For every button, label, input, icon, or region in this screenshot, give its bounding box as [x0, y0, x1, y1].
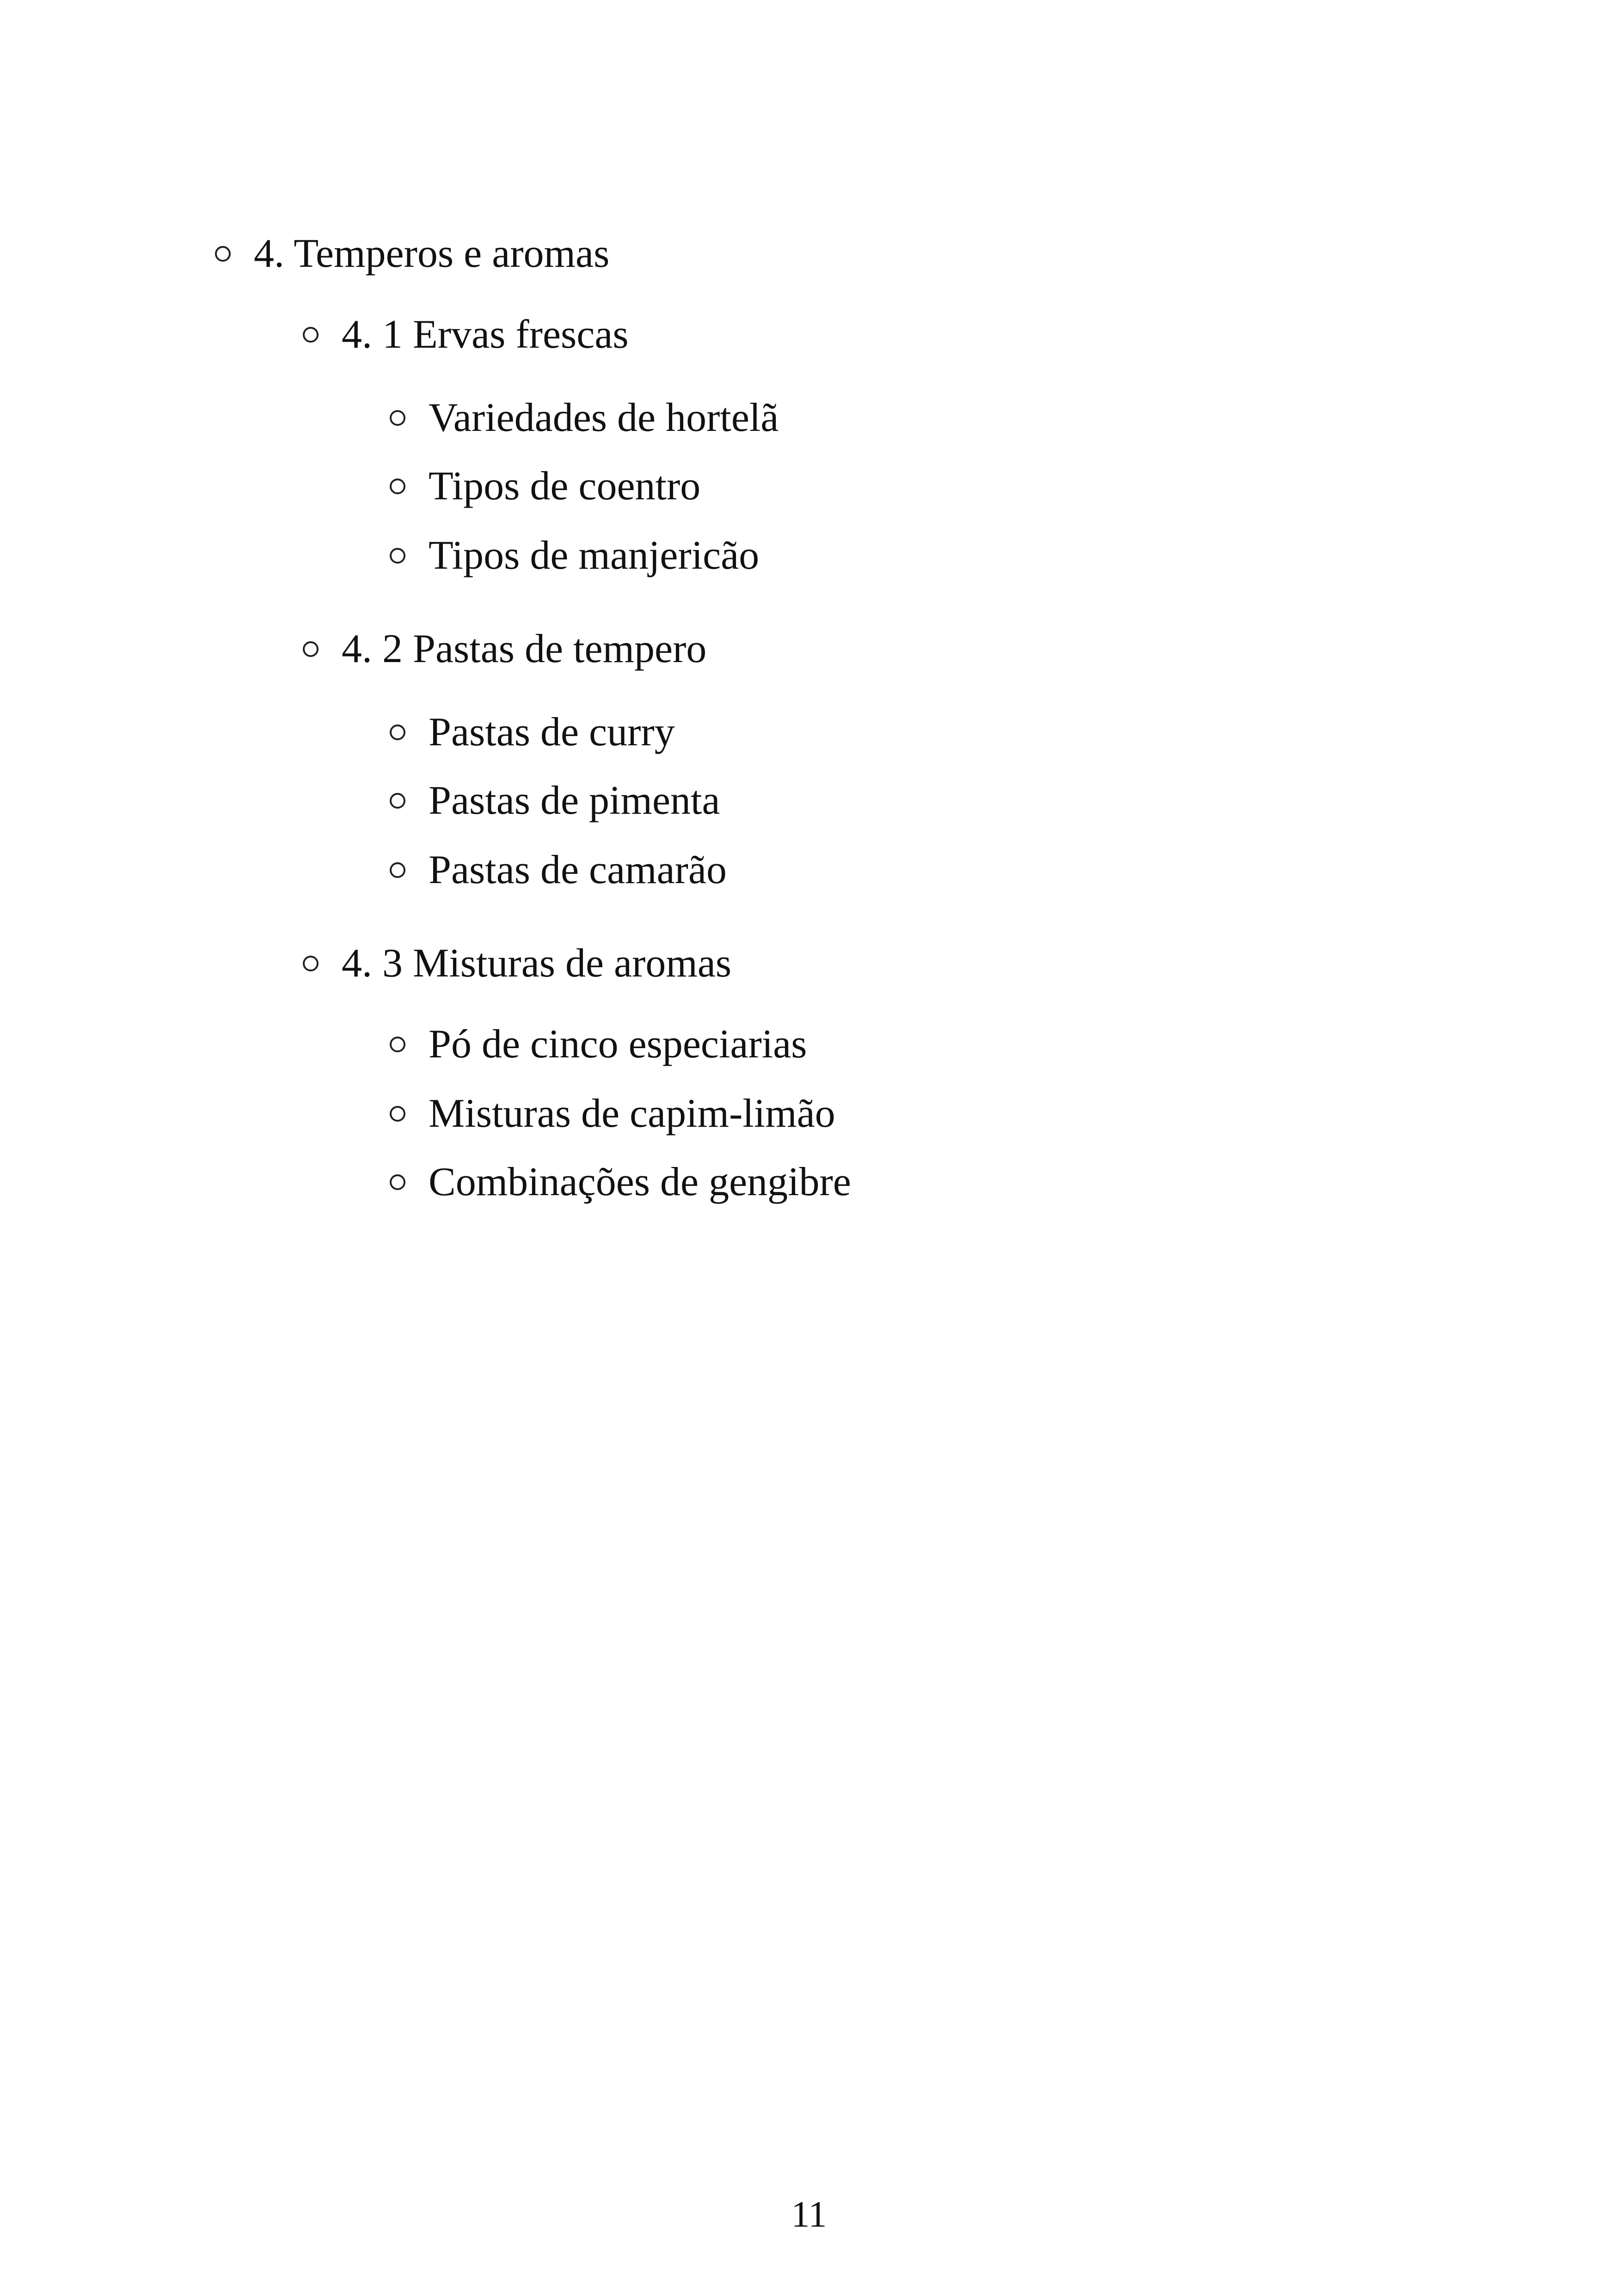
subsection-title: 4. 2 Pastas de tempero [342, 626, 707, 671]
outline-item [390, 395, 779, 440]
hollow-circle-bullet-icon [215, 246, 231, 262]
item-label: Pastas de pimenta [429, 778, 720, 823]
hollow-circle-bullet-icon [390, 793, 405, 809]
outline-item [390, 712, 675, 753]
item-label: Tipos de coentro [429, 464, 701, 509]
hollow-circle-bullet-icon [390, 1037, 405, 1052]
hollow-circle-bullet-icon [390, 479, 405, 494]
outline-item [390, 847, 727, 892]
hollow-circle-bullet-icon [303, 327, 319, 343]
hollow-circle-bullet-icon [390, 862, 405, 878]
item-label: Pó de cinco especiarias [429, 1022, 807, 1067]
subsection-title: 4. 3 Misturas de aromas [342, 941, 732, 986]
outline-item [390, 1093, 835, 1134]
outline-subsection [303, 626, 707, 671]
page-number: 11 [791, 2194, 827, 2235]
outline-subsection [303, 314, 629, 355]
outline-item [390, 1162, 851, 1203]
item-label: Misturas de capim-limão [429, 1091, 835, 1136]
outline-item [390, 780, 720, 821]
item-label: Pastas de camarão [429, 847, 727, 892]
outline-item [390, 535, 759, 576]
hollow-circle-bullet-icon [303, 641, 319, 657]
section-title: 4. Temperos e aromas [254, 231, 610, 276]
hollow-circle-bullet-icon [390, 410, 405, 426]
hollow-circle-bullet-icon [390, 1106, 405, 1122]
item-label: Variedades de hortelã [429, 395, 779, 440]
subsection-title: 4. 1 Ervas frescas [342, 312, 629, 357]
hollow-circle-bullet-icon [390, 548, 405, 564]
outline-section [215, 233, 609, 274]
item-label: Pastas de curry [429, 710, 675, 755]
hollow-circle-bullet-icon [303, 956, 319, 971]
item-label: Tipos de manjericão [429, 533, 760, 578]
outline-item [390, 466, 700, 507]
outline-subsection [303, 943, 731, 984]
hollow-circle-bullet-icon [390, 724, 405, 740]
outline-item [390, 1024, 807, 1065]
item-label: Combinações de gengibre [429, 1160, 851, 1204]
hollow-circle-bullet-icon [390, 1174, 405, 1190]
